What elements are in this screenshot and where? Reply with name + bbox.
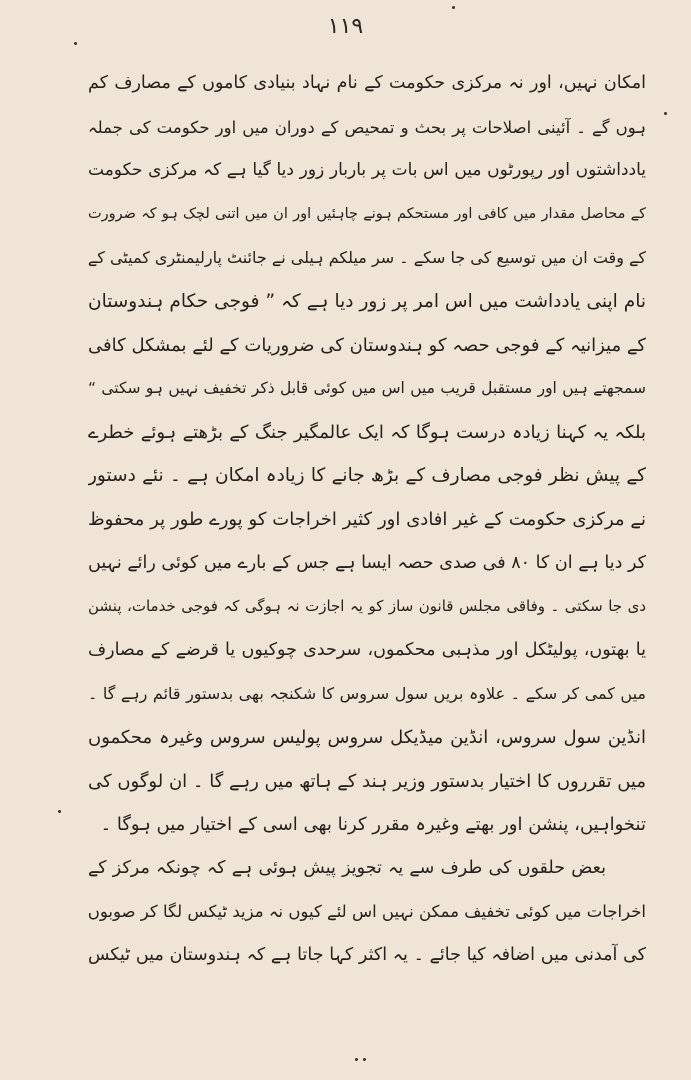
text-line: انڈین سول سروس، انڈین میڈیکل سروس پولیس سروس وغیرہ محکموں xyxy=(88,726,646,748)
paper-speck xyxy=(664,112,667,115)
body-text xyxy=(88,62,646,977)
text-line: یا بھتوں، پولیٹکل اور مذہبی محکموں، سرحدی چوکیوں یا قرضے کے مصارف xyxy=(88,639,646,660)
text-line: سمجھتے ہیں اور مستقبل قریب میں اس میں کوئی قابل ذکر تخفیف نہیں ہو سکتی “ xyxy=(88,379,646,398)
text-line: بلکہ یہ کہنا زیادہ درست ہوگا کہ ایک عالمگیر جنگ کے بڑھتے ہوئے خطرے xyxy=(88,421,646,443)
text-line: یادداشتوں اور رپورٹوں میں اس بات پر باربار زور دیا گیا ہے کہ مرکزی حکومت xyxy=(88,160,646,181)
text-line: کے وقت ان میں توسیع کی جا سکے ۔ سر میلکم ہیلی نے جائنٹ پارلیمنٹری کمیٹی کے xyxy=(88,248,646,268)
text-line: اخراجات میں کوئی تخفیف ممکن نہیں اس لئے کیوں نہ مزید ٹیکس لگا کر صوبوں xyxy=(88,902,646,922)
text-line: دی جا سکتی ۔ وفاقی مجلس قانون ساز کو یہ اجازت نہ ہوگی کہ فوجی خدمات، پنشن xyxy=(88,597,646,616)
page-number: ۱۱۹ xyxy=(327,14,364,39)
paper-speck xyxy=(58,810,61,813)
text-line: تنخواہیں، پنشن اور بھتے وغیرہ مقرر کرنا بھی اسی کے اختیار میں ہوگا ۔ xyxy=(100,814,646,836)
text-line: کے پیش نظر فوجی مصارف کے بڑھ جانے کا زیادہ امکان ہے ۔ نئے دستور xyxy=(88,465,646,487)
paper-speck xyxy=(74,42,77,45)
text-line: نے مرکزی حکومت کے غیر افادی اور کثیر اخراجات کو پورے طور پر محفوظ xyxy=(88,508,646,530)
text-line: کے محاصل مقدار میں کافی اور مستحکم ہونے چاہئیں اور ان میں اتنی لچک ہو کہ ضرورت xyxy=(88,205,646,222)
text-line: ہوں گے ۔ آئینی اصلاحات پر بحث و تمحیص کے دوران میں اور حکومت کی جملہ xyxy=(88,117,646,137)
paper-speck xyxy=(363,1058,366,1061)
text-line: بعض حلقوں کی طرف سے یہ تجویز پیش ہوئی ہے کہ چونکہ مرکز کے xyxy=(88,857,606,878)
text-line: کی آمدنی میں اضافہ کیا جائے ۔ یہ اکثر کہا جاتا ہے کہ ہندوستان میں ٹیکس xyxy=(88,944,646,965)
text-line: میں تقرروں کا اختیار بدستور وزیر ہند کے ہاتھ میں رہے گا ۔ ان لوگوں کی xyxy=(88,770,646,792)
text-line: کے میزانیہ کے فوجی حصہ کو ہندوستان کی ضروریات کے لئے بمشکل کافی xyxy=(88,334,646,356)
text-line: میں کمی کر سکے ۔ علاوہ بریں سول سروس کا شکنجہ بھی بدستور قائم رہے گا ۔ xyxy=(88,684,646,704)
text-line: امکان نہیں، اور نہ مرکزی حکومت کے نام نہاد بنیادی کاموں کے مصارف کم xyxy=(88,73,646,93)
text-line: نام اپنی یادداشت میں اس امر پر زور دیا ہے کہ ” فوجی حکام ہندوستان xyxy=(88,290,646,312)
paper-speck xyxy=(452,6,455,9)
paper-speck xyxy=(355,1058,358,1061)
text-line: کر دیا ہے ان کا ۸۰ فی صدی حصہ ایسا ہے جس کے بارے میں کوئی رائے نہیں xyxy=(88,552,646,573)
